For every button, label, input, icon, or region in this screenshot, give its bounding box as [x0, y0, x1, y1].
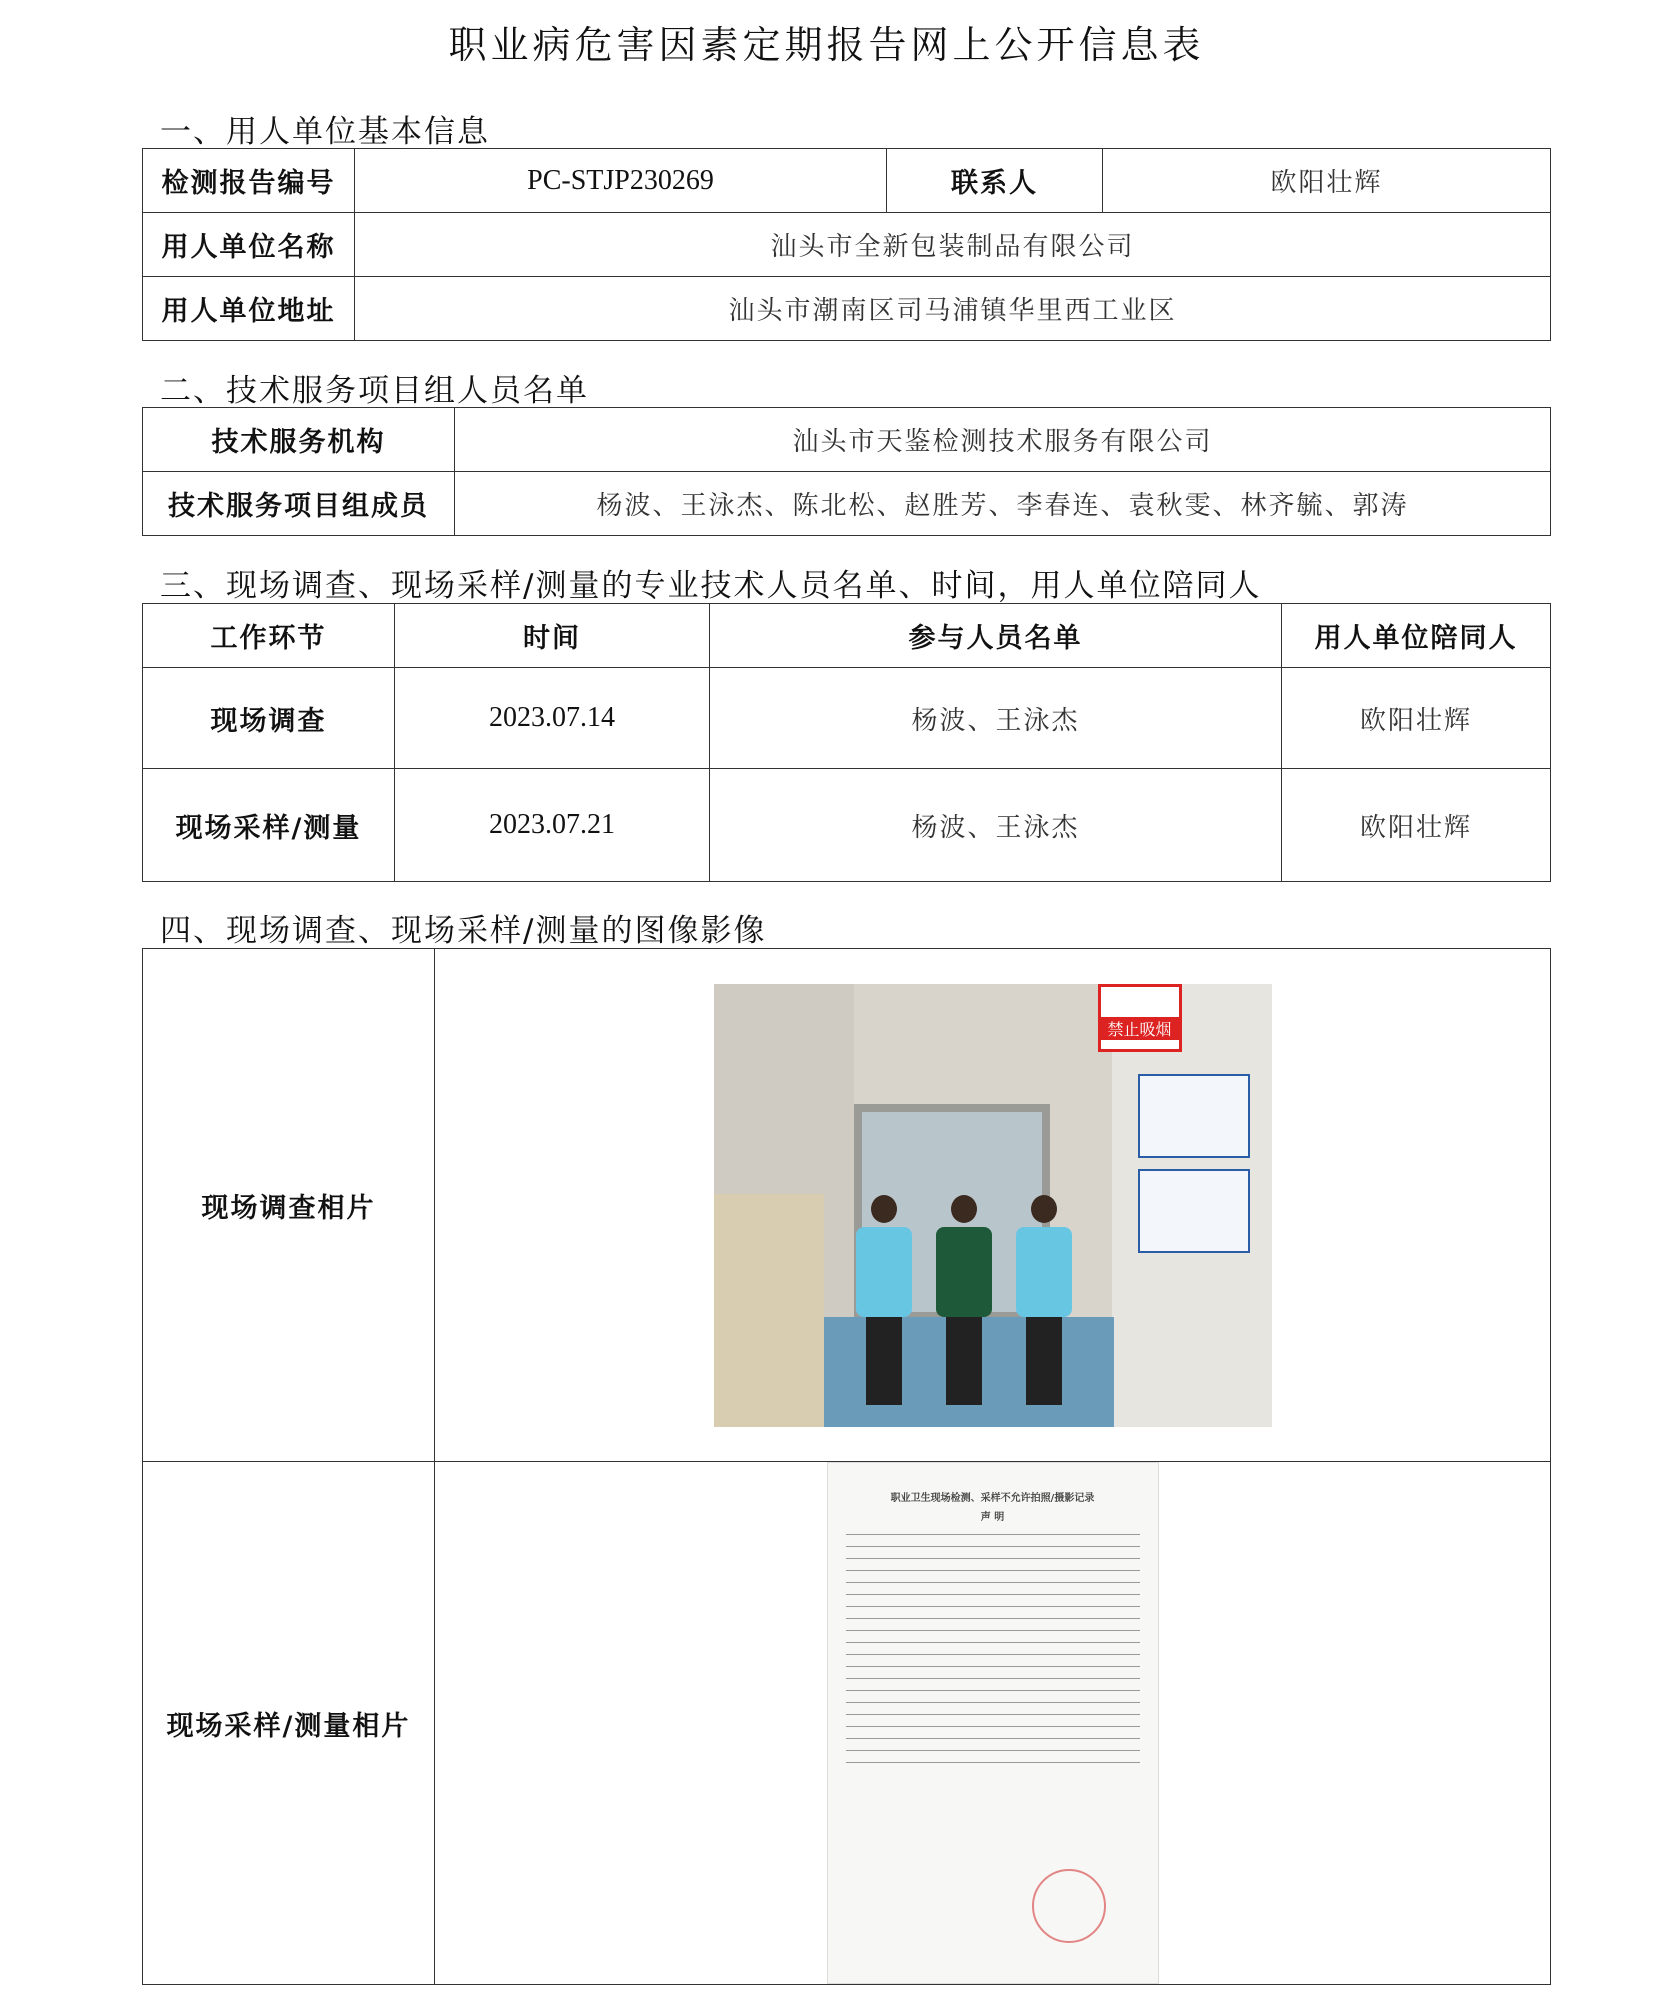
contact-label: 联系人	[887, 149, 1103, 213]
person-figure	[936, 1195, 992, 1405]
photo-paper-stack	[714, 1194, 824, 1427]
row-escort: 欧阳壮辉	[1282, 769, 1551, 882]
doc-heading: 职业卫生现场检测、采样不允许拍照/摄影记录	[890, 1493, 1095, 1504]
row-staff: 杨波、王泳杰	[710, 668, 1282, 769]
red-seal	[1032, 1869, 1106, 1943]
section4-heading: 四、现场调查、现场采样/测量的图像影像	[160, 913, 767, 949]
table-row	[143, 769, 1551, 882]
report-no-value: PC-STJP230269	[355, 149, 887, 213]
row-stage: 现场采样/测量	[143, 769, 395, 882]
company-value: 汕头市全新包装制品有限公司	[355, 213, 1551, 277]
row-escort: 欧阳壮辉	[1282, 668, 1551, 769]
service-team-table	[142, 407, 1551, 536]
declaration-document-photo	[827, 1462, 1159, 1984]
row-staff: 杨波、王泳杰	[710, 769, 1282, 882]
members-value: 杨波、王泳杰、陈北松、赵胜芳、李春连、袁秋雯、林齐毓、郭涛	[455, 472, 1551, 536]
table-row	[143, 668, 1551, 769]
row-stage: 现场调查	[143, 668, 395, 769]
section3-heading: 三、现场调查、现场采样/测量的专业技术人员名单、时间，用人单位陪同人	[160, 568, 1262, 604]
photo-table	[142, 948, 1551, 1985]
org-label: 技术服务机构	[143, 408, 455, 472]
report-no-label: 检测报告编号	[143, 149, 355, 213]
doc-subheading: 声 明	[980, 1512, 1005, 1523]
row-date: 2023.07.14	[395, 668, 710, 769]
page-title: 职业病危害因素定期报告网上公开信息表	[448, 23, 1205, 67]
no-smoking-sign	[1098, 984, 1182, 1052]
person-figure	[1016, 1195, 1072, 1405]
address-label: 用人单位地址	[143, 277, 355, 341]
contact-value: 欧阳壮辉	[1103, 149, 1551, 213]
person-figure	[856, 1195, 912, 1405]
members-label: 技术服务项目组成员	[143, 472, 455, 536]
survey-photo	[714, 984, 1272, 1427]
header-staff: 参与人员名单	[710, 604, 1282, 668]
sampling-photo-label: 现场采样/测量相片	[143, 1462, 435, 1985]
notice-board	[1138, 1169, 1250, 1253]
address-value: 汕头市潮南区司马浦镇华里西工业区	[355, 277, 1551, 341]
basic-info-table	[142, 148, 1551, 341]
org-value: 汕头市天鉴检测技术服务有限公司	[455, 408, 1551, 472]
company-label: 用人单位名称	[143, 213, 355, 277]
field-work-table	[142, 603, 1551, 882]
section2-heading: 二、技术服务项目组人员名单	[160, 373, 589, 409]
row-date: 2023.07.21	[395, 769, 710, 882]
section1-heading: 一、用人单位基本信息	[160, 114, 490, 150]
header-stage: 工作环节	[143, 604, 395, 668]
header-date: 时间	[395, 604, 710, 668]
header-escort: 用人单位陪同人	[1282, 604, 1551, 668]
survey-photo-cell	[435, 949, 1551, 1462]
sampling-photo-cell	[435, 1462, 1551, 1985]
survey-photo-label: 现场调查相片	[143, 949, 435, 1462]
sign-text: 禁止吸烟	[1101, 1017, 1179, 1040]
notice-board	[1138, 1074, 1250, 1158]
